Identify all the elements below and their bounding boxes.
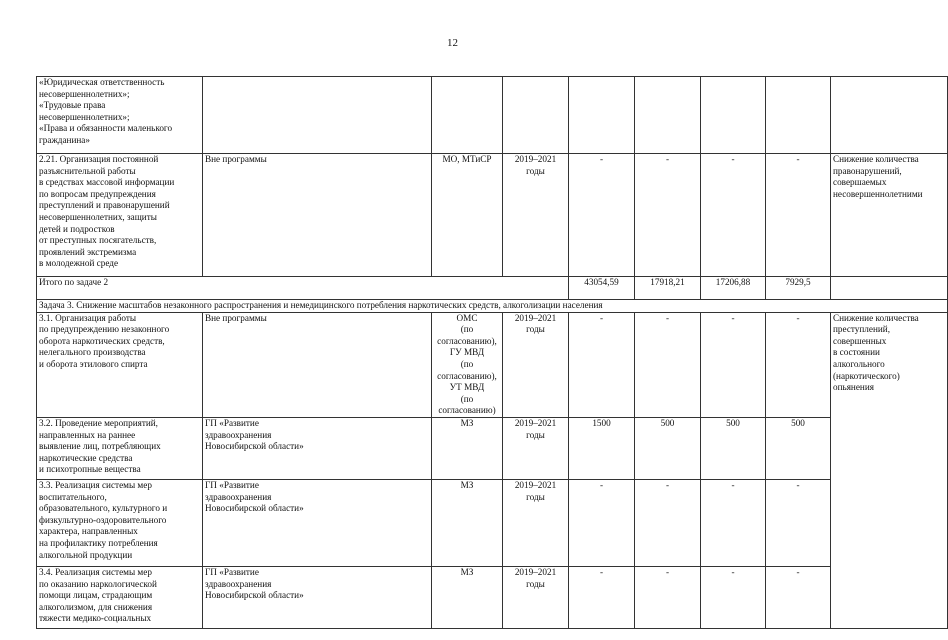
- section-row: [37, 300, 948, 313]
- executor-cell: МЗ: [432, 566, 503, 628]
- source-cell: [203, 77, 432, 154]
- value-cell: [635, 77, 701, 154]
- executor-cell: МО, МТиСР: [432, 154, 503, 277]
- value-cell: [701, 77, 766, 154]
- period-cell: [503, 77, 569, 154]
- source-cell: ГП «Развитие здравоохранения Новосибирской области»: [203, 566, 432, 628]
- table-row: [37, 154, 948, 277]
- table-row: [37, 479, 948, 566]
- activity-cell: 3.2. Проведение мероприятий, направленных на раннее выявление лиц, потребляющих наркотические средства и психотропные вещества: [37, 417, 203, 479]
- value-cell: 500: [701, 417, 766, 479]
- activity-cell: 3.3. Реализация системы мер воспитательного, образовательного, культурного и физкультурно-оздоровительного характера, направленных на профилактику потребления алкогольной продукции: [37, 479, 203, 566]
- result-cell: Снижение количества преступлений, совершенных в состоянии алкогольного (наркотического) опьянения: [831, 312, 948, 628]
- activity-cell: «Юридическая ответственность несовершеннолетних»; «Трудовые права несовершеннолетних»; «Права и обязанности маленького гражданина»: [37, 77, 203, 154]
- executor-cell: [432, 77, 503, 154]
- total-value: 17918,21: [635, 277, 701, 300]
- table-row: [37, 77, 948, 154]
- total-value: 7929,5: [766, 277, 831, 300]
- value-cell: 500: [635, 417, 701, 479]
- period-cell: 2019–2021 годы: [503, 566, 569, 628]
- value-cell: -: [569, 154, 635, 277]
- page-number: 12: [447, 37, 458, 49]
- value-cell: 1500: [569, 417, 635, 479]
- value-cell: -: [635, 154, 701, 277]
- executor-cell: МЗ: [432, 479, 503, 566]
- result-cell: Снижение количества правонарушений, совершаемых несовершеннолетними: [831, 154, 948, 277]
- value-cell: -: [701, 154, 766, 277]
- total-value: 17206,88: [701, 277, 766, 300]
- period-cell: 2019–2021 годы: [503, 417, 569, 479]
- value-cell: -: [569, 479, 635, 566]
- table-row: [37, 312, 948, 417]
- period-cell: 2019–2021 годы: [503, 312, 569, 417]
- activity-cell: 3.4. Реализация системы мер по оказанию наркологической помощи лицам, страдающим алкоголизмом, для снижения тяжести медико-социальных: [37, 566, 203, 628]
- value-cell: -: [635, 566, 701, 628]
- table-row: [37, 566, 948, 628]
- period-cell: 2019–2021 годы: [503, 154, 569, 277]
- measures-table: [36, 76, 948, 629]
- value-cell: -: [569, 312, 635, 417]
- value-cell: -: [701, 312, 766, 417]
- total-label: Итого по задаче 2: [37, 277, 569, 300]
- value-cell: [569, 77, 635, 154]
- section-title: Задача 3. Снижение масштабов незаконного распространения и немедицинского потребления наркотических средств, алкоголизации населения: [37, 300, 948, 313]
- total-value: 43054,59: [569, 277, 635, 300]
- activity-cell: 3.1. Организация работы по предупреждению незаконного оборота наркотических средств, нелегального производства и оборота этилового спирта: [37, 312, 203, 417]
- value-cell: -: [701, 479, 766, 566]
- value-cell: [766, 77, 831, 154]
- source-cell: Вне программы: [203, 312, 432, 417]
- value-cell: 500: [766, 417, 831, 479]
- result-cell: [831, 77, 948, 154]
- source-cell: Вне программы: [203, 154, 432, 277]
- executor-cell: ОМС (по согласованию), ГУ МВД (по согласованию), УТ МВД (по согласованию): [432, 312, 503, 417]
- period-cell: 2019–2021 годы: [503, 479, 569, 566]
- value-cell: -: [635, 479, 701, 566]
- total-row: [37, 277, 948, 300]
- value-cell: -: [569, 566, 635, 628]
- value-cell: -: [766, 566, 831, 628]
- activity-cell: 2.21. Организация постоянной разъяснительной работы в средствах массовой информации по вопросам предупреждения преступлений и правонарушений несовершеннолетних, защиты детей и подростков от преступных посягательств, проявлений экстремизма в молодежной среде: [37, 154, 203, 277]
- value-cell: -: [635, 312, 701, 417]
- value-cell: -: [701, 566, 766, 628]
- value-cell: -: [766, 479, 831, 566]
- executor-cell: МЗ: [432, 417, 503, 479]
- value-cell: -: [766, 154, 831, 277]
- value-cell: -: [766, 312, 831, 417]
- source-cell: ГП «Развитие здравоохранения Новосибирской области»: [203, 417, 432, 479]
- total-result: [831, 277, 948, 300]
- source-cell: ГП «Развитие здравоохранения Новосибирской области»: [203, 479, 432, 566]
- table-row: [37, 417, 948, 479]
